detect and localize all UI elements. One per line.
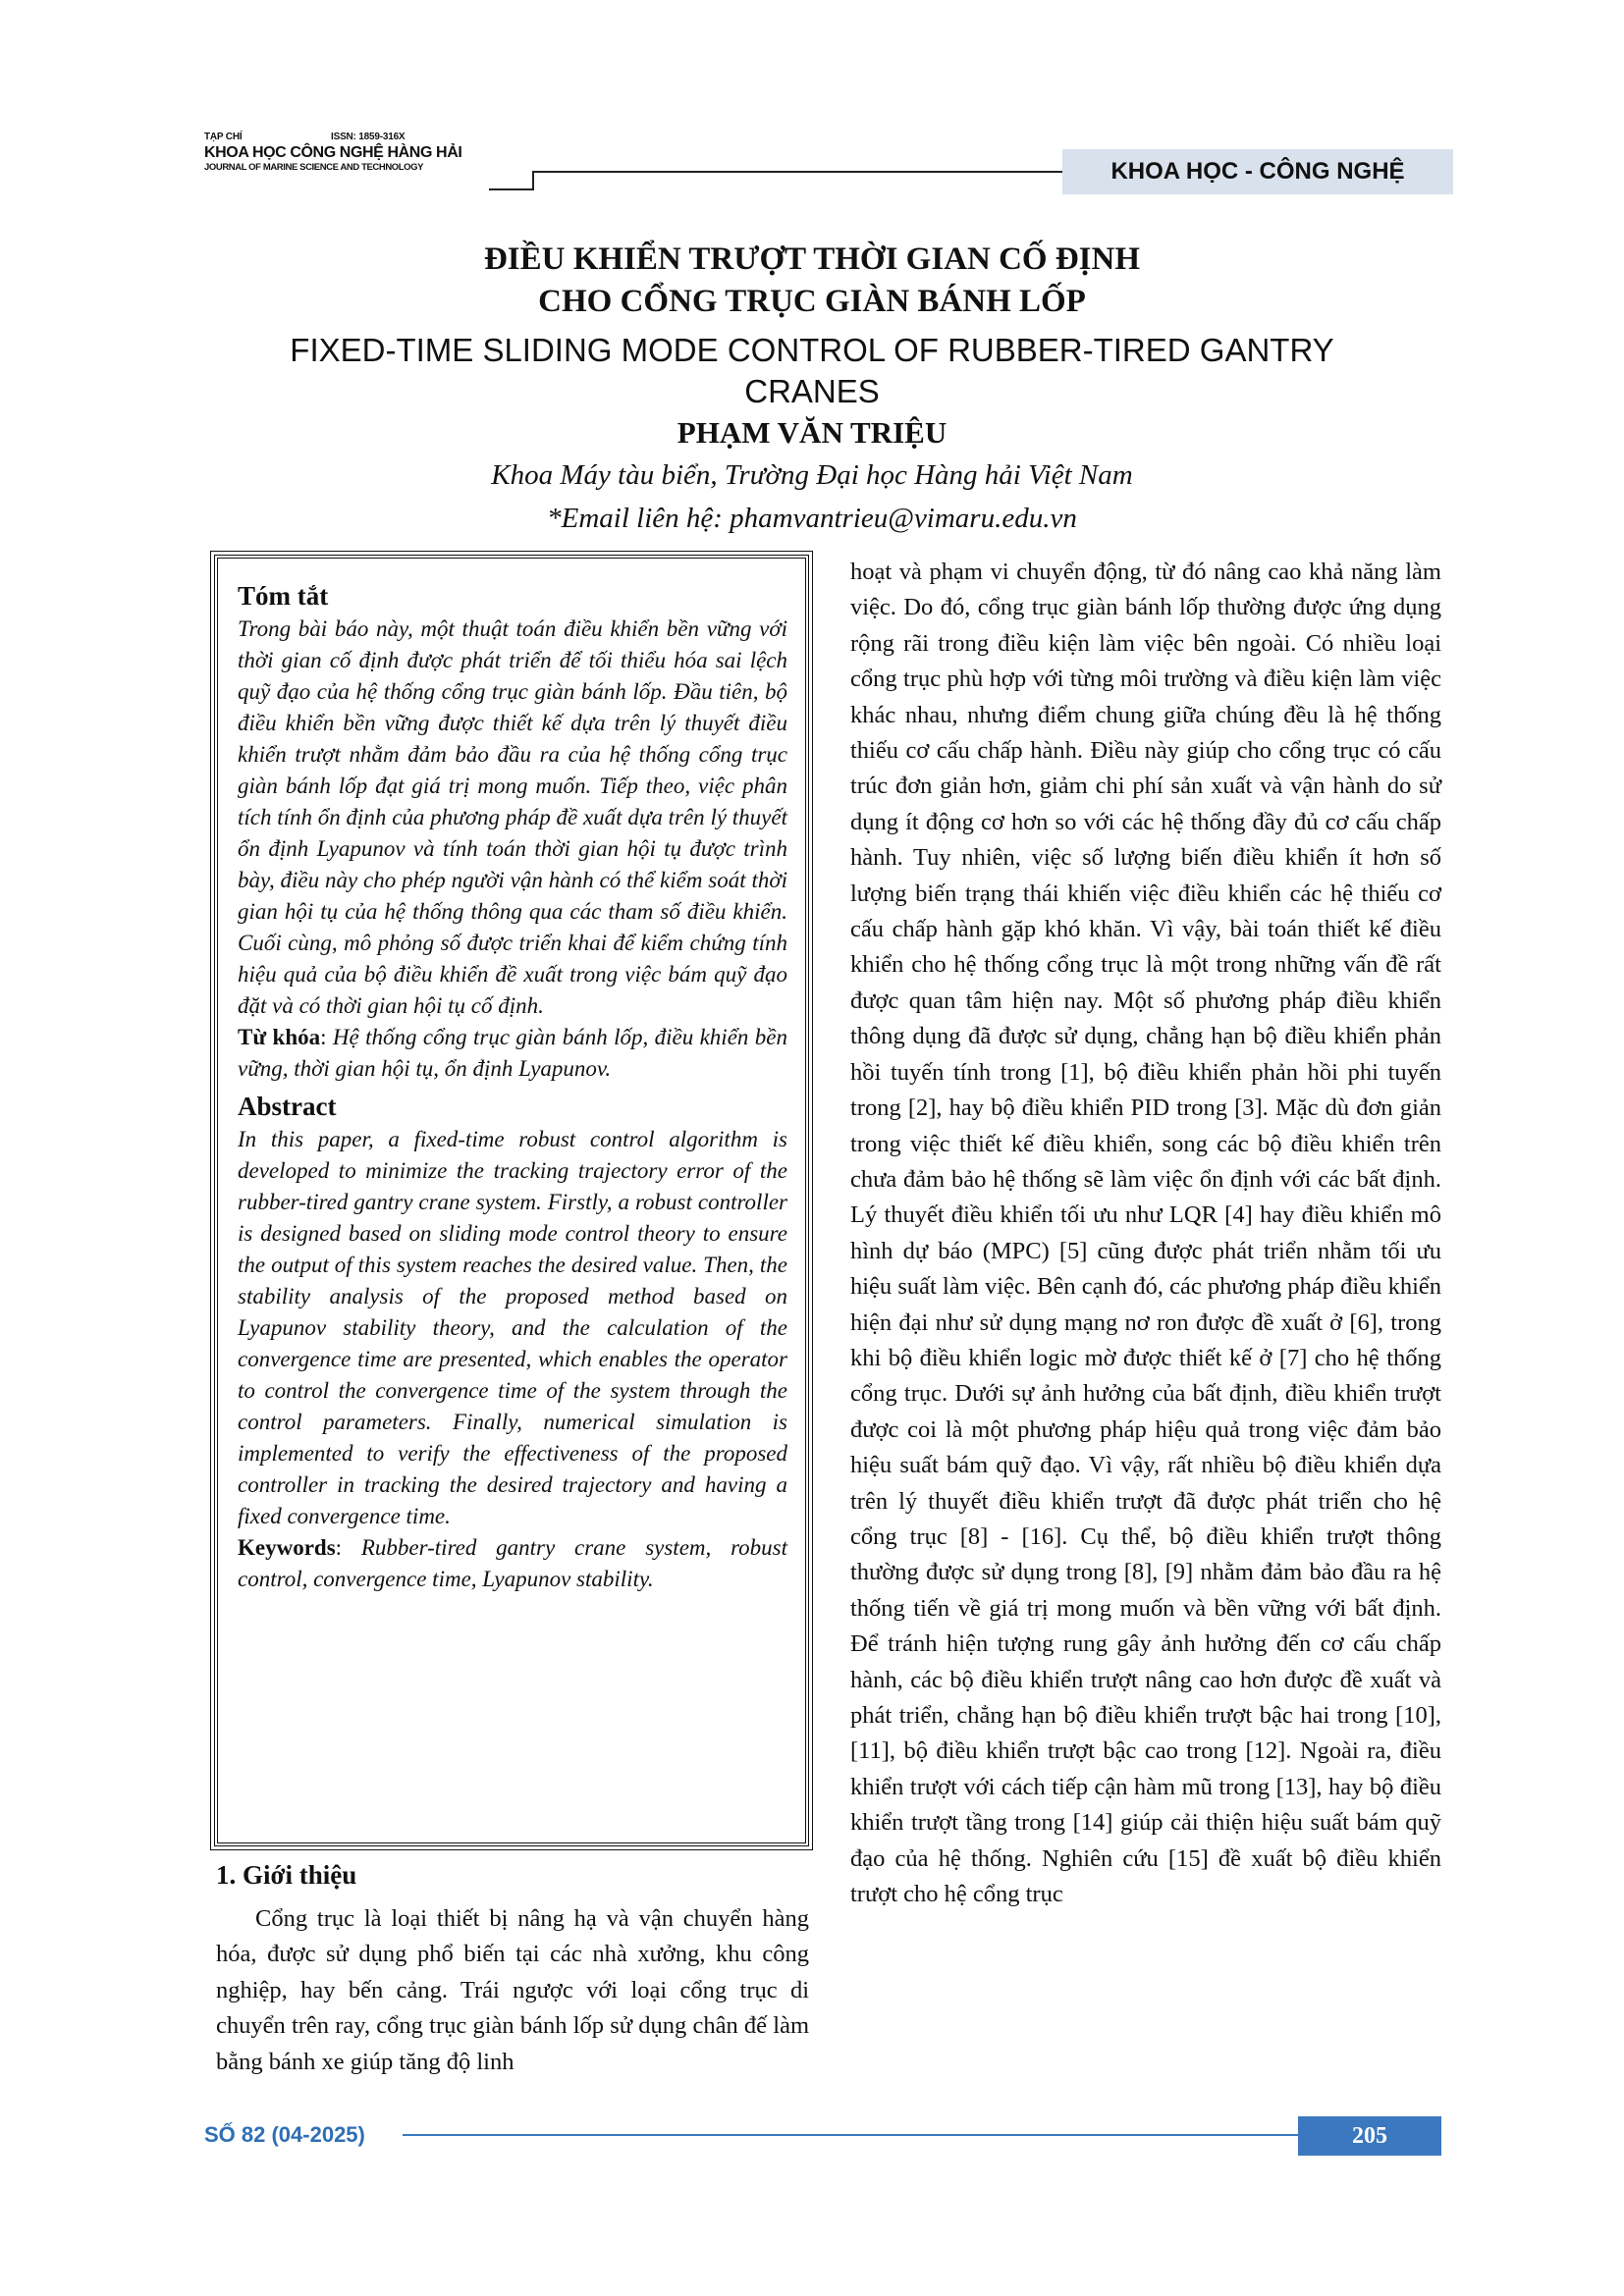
keywords-vn-label: Từ khóa <box>238 1025 321 1049</box>
title-vn-line1: ĐIỀU KHIỂN TRƯỢT THỜI GIAN CỐ ĐỊNH <box>483 241 1141 277</box>
title-en: FIXED-TIME SLIDING MODE CONTROL OF RUBBER-TIRED GANTRY CRANES <box>290 332 1334 409</box>
abstract-en-heading: Abstract <box>238 1092 337 1121</box>
journal-masthead <box>204 132 528 174</box>
journal-name: KHOA HỌC CÔNG NGHỆ HÀNG HẢI <box>204 144 462 161</box>
keywords-en-text: Rubber-tired gantry crane system, robust control, convergence time, Lyapunov stability. <box>238 1535 788 1591</box>
keywords-en-label: Keywords <box>238 1535 336 1560</box>
author-email: *Email liên hệ: phamvantrieu@vimaru.edu.vn <box>547 503 1077 534</box>
page-number: 205 <box>1298 2116 1441 2156</box>
header-rule-right <box>532 171 1062 173</box>
keywords-en: Keywords: Rubber-tired gantry crane system, robust control, convergence time, Lyapunov stability. <box>238 1535 788 1591</box>
intro-left-paragraph: Cổng trục là loại thiết bị nâng hạ và vận chuyển hàng hóa, được sử dụng phổ biến tại các nhà xưởng, khu công nghiệp, hay bến cảng. Trái ngược với loại cổng trục di chuyển trên ray, cổng trục giàn bánh lốp sử dụng chân đế làm bằng bánh xe giúp tăng độ linh <box>216 1905 809 2075</box>
title-vn-line2: CHO CỔNG TRỤC GIÀN BÁNH LỐP <box>538 284 1086 319</box>
journal-prefix: TẠP CHÍ <box>204 132 243 142</box>
section-badge: KHOA HỌC - CÔNG NGHỆ <box>1062 149 1453 194</box>
keywords-vn-text: Hệ thống cổng trục giàn bánh lốp, điều khiển bền vững, thời gian hội tụ, ổn định Lyapunov. <box>238 1025 787 1081</box>
keywords-vn: Từ khóa: Hệ thống cổng trục giàn bánh lốp, điều khiển bền vững, thời gian hội tụ, ổn định Lyapunov. <box>238 1025 787 1081</box>
footer-issue: SỐ 82 (04-2025) <box>204 2122 365 2147</box>
abstract-box <box>214 555 809 1846</box>
intro-right-paragraph: hoạt và phạm vi chuyển động, từ đó nâng cao khả năng làm việc. Do đó, cổng trục giàn bánh lốp thường được ứng dụng rộng rãi trong điều kiện làm việc bên ngoài. Có nhiều loại cổng trục phù hợp với từng môi trường và điều kiện làm việc khác nhau, nhưng điểm chung giữa chúng đều là hệ thống thiếu cơ cấu chấp hành. Điều này giúp cho cổng trục có cấu trúc đơn giản hơn, giảm chi phí sản xuất và vận hành do sử dụng ít động cơ hơn so với các hệ thống đầy đủ cơ cấu chấp hành. Tuy nhiên, việc số lượng biến điều khiển ít hơn số lượng biến trạng thái khiến việc điều khiển các hệ thiếu cơ cấu chấp hành gặp khó khăn. Vì vậy, bài toán thiết kế điều khiển cho hệ thống cổng trục là một trong những vấn đề rất được quan tâm hiện nay. Một số phương pháp điều khiển thông dụng đã được sử dụng, chẳng hạn bộ điều khiển phản hồi tuyến tính trong [1], bộ điều khiển phản hồi phi tuyến trong [2], hay bộ điều khiển PID trong [3]. Mặc dù đơn giản trong việc thiết kế điều khiển, song các bộ điều khiển trên chưa đảm bảo hệ thống sẽ làm việc ổn định với các bất định. Lý thuyết điều khiển tối ưu như LQR [4] hay điều khiển mô hình dự báo (MPC) [5] cũng được phát triển nhằm tối ưu hiệu suất làm việc. Bên cạnh đó, các phương pháp điều khiển hiện đại như sử dụng mạng nơ ron được đề xuất ở [6], trong khi bộ điều khiển logic mờ được thiết kế ở [7] cho hệ thống cổng trục. Dưới sự ảnh hưởng của bất định, điều khiển trượt được coi là một phương pháp hiệu quả trong việc đảm bảo hiệu suất bám quỹ đạo. Vì vậy, rất nhiều bộ điều khiển dựa trên lý thuyết điều khiển trượt đã được phát triển cho hệ cổng trục [8] - [16]. Cụ thể, bộ điều khiển trượt thông thường được sử dụng trong [8], [9] nhằm đảm bảo đầu ra hệ thống tiến về giá trị mong muốn và bền vững với bất định. Để tránh hiện tượng rung gây ảnh hưởng đến cơ cấu chấp hành, các bộ điều khiển trượt nâng cao hơn được đề xuất và phát triển, chẳng hạn bộ điều khiển trượt bậc hai trong [10], [11], bộ điều khiển trượt bậc cao trong [12]. Ngoài ra, điều khiển trượt với cách tiếp cận hàm mũ trong [13], hay bộ điều khiển trượt tầng trong [14] giúp cải thiện hiệu suất bám quỹ đạo của hệ thống. Nghiên cứu [15] đề xuất bộ điều khiển trượt cho hệ cổng trục <box>850 559 1441 1908</box>
abstract-en-text: In this paper, a fixed-time robust control algorithm is developed to minimize the tracking trajectory error of the rubber-tired gantry crane system. Firstly, a robust controller is designed based on sliding mode control theory to ensure the output of this system reaches the desired value. Then, the stability analysis of the proposed method based on Lyapunov stability theory, and the calculation of the convergence time are presented, which enables the operator to control the convergence time of the system through the control parameters. Finally, numerical simulation is implemented to verify the effectiveness of the proposed controller in tracking the desired trajectory and having a fixed convergence time. <box>238 1127 787 1528</box>
intro-heading: 1. Giới thiệu <box>216 1860 357 1890</box>
footer-rule <box>403 2134 1298 2136</box>
abstract-vn-heading: Tóm tắt <box>238 581 329 611</box>
header-rule-step <box>532 171 534 190</box>
journal-name-en: JOURNAL OF MARINE SCIENCE AND TECHNOLOGY <box>204 162 424 173</box>
journal-issn: ISSN: 1859-316X <box>331 132 406 142</box>
author-affiliation: Khoa Máy tàu biển, Trường Đại học Hàng hải Việt Nam <box>491 459 1133 491</box>
author-name: PHẠM VĂN TRIỆU <box>677 415 947 450</box>
header-rule-left <box>489 188 534 190</box>
journal-prefix-row <box>204 132 528 143</box>
abstract-vn-text: Trong bài báo này, một thuật toán điều khiển bền vững với thời gian cố định được phát triển để tối thiểu hóa sai lệch quỹ đạo của hệ thống cổng trục giàn bánh lốp. Đầu tiên, bộ điều khiển bền vững được thiết kế dựa trên lý thuyết điều khiển trượt nhằm đảm bảo đầu ra của hệ thống cổng trục giàn bánh lốp đạt giá trị mong muốn. Tiếp theo, việc phân tích tính ổn định của phương pháp đề xuất dựa trên lý thuyết ổn định Lyapunov và tính toán thời gian hội tụ được trình bày, điều này cho phép người vận hành có thể kiểm soát thời gian hội tụ của hệ thống thông qua các tham số điều khiển. Cuối cùng, mô phỏng số được triển khai để kiểm chứng tính hiệu quả của bộ điều khiển đề xuất trong việc bám quỹ đạo đặt và có thời gian hội tụ cố định. <box>238 616 787 1018</box>
